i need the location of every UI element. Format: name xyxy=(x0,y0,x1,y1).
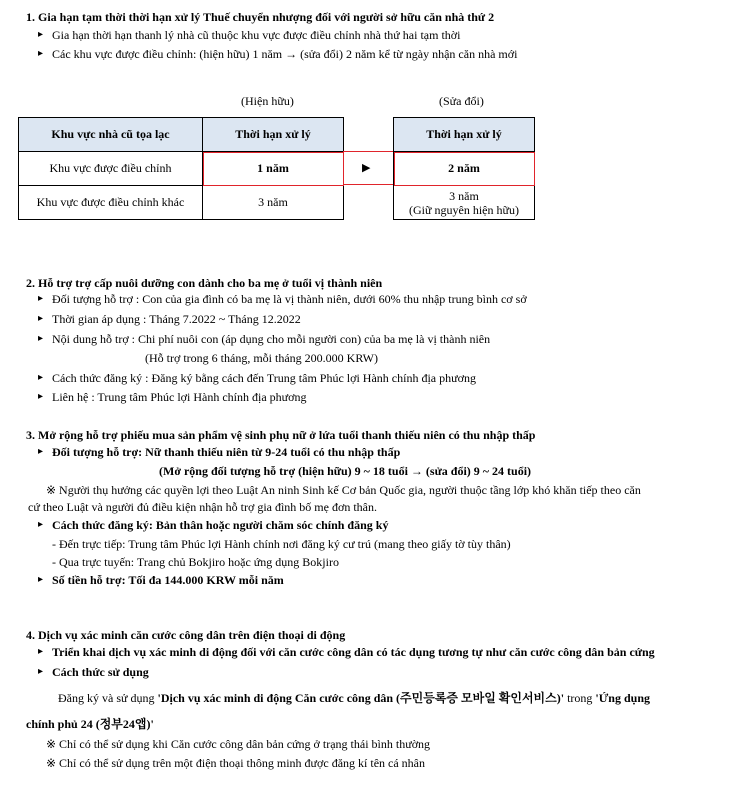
s4-note-2: ※ Chỉ có thể sử dụng trên một điện thoại thông minh được đăng kí tên cá nhân xyxy=(46,756,426,770)
s4-note-1: ※ Chỉ có thể sử dụng khi Căn cước công dân bản cứng ở trạng thái bình thường xyxy=(46,737,431,751)
s2-bullet-5: ▸ Liên hệ : Trung tâm Phúc lợi Hành chính địa phương xyxy=(52,390,307,405)
s3-note-line1: ※ Người thụ hưởng các quyền lợi theo Luật An ninh Sinh kế Cơ bản Quốc gia, người thuộc tầng lớp khó khăn tiếp theo căn xyxy=(46,483,641,497)
row1-current: 1 năm xyxy=(203,152,344,186)
section-3-title: 3. Mở rộng hỗ trợ phiếu mua sản phẩm vệ sinh phụ nữ ở lứa tuổi thanh thiếu niên có thu nhập thấp xyxy=(26,428,536,442)
row1-area: Khu vực được điều chỉnh xyxy=(19,152,203,186)
s3-note-line2: cứ theo Luật và người đủ điều kiện nhận hỗ trợ gia đình bố mẹ đơn thân. xyxy=(28,500,377,514)
usage-pre: Đăng ký và sử dụng xyxy=(58,691,158,705)
s3-bullet-3: ▸ Số tiền hỗ trợ: Tối đa 144.000 KRW mỗi năm xyxy=(52,573,284,588)
s2-bullet-3: ▸ Nội dung hỗ trợ : Chi phí nuôi con (áp dụng cho mỗi người con) của ba mẹ là vị thành niên xyxy=(52,332,490,347)
s4-bullet-1: ▸ Triển khai dịch vụ xác minh di động đối với căn cước công dân có tác dụng tương tự như căn cước công dân bản cứng xyxy=(52,645,655,660)
row2-revised xyxy=(394,186,535,220)
s2-bullet-3-note: (Hỗ trợ trong 6 tháng, mỗi tháng 200.000 KRW) xyxy=(145,351,378,365)
comparison-table-left xyxy=(18,117,344,220)
header-period-revised: Thời hạn xử lý xyxy=(394,118,535,152)
usage-mid: trong xyxy=(564,691,596,705)
header-area: Khu vực nhà cũ tọa lạc xyxy=(19,118,203,152)
s3-bullet-1: ▸ Đối tượng hỗ trợ: Nữ thanh thiếu niên từ 9-24 tuổi có thu nhập thấp xyxy=(52,445,400,460)
s3-bullet-2-option-b: - Qua trực tuyến: Trang chủ Bokjiro hoặc ứng dụng Bokjiro xyxy=(52,555,339,569)
row2-current: 3 năm xyxy=(203,186,344,220)
row2-area: Khu vực được điều chỉnh khác xyxy=(19,186,203,220)
comparison-table-right xyxy=(393,117,535,220)
label-revised: (Sửa đổi) xyxy=(439,94,484,108)
s4-usage-line1 xyxy=(58,689,650,706)
s2-bullet-4: ▸ Cách thức đăng ký : Đăng ký bằng cách đến Trung tâm Phúc lợi Hành chính địa phương xyxy=(52,371,476,386)
s3-bullet-2-option-a: - Đến trực tiếp: Trung tâm Phúc lợi Hành chính nơi đăng ký cư trú (mang theo giấy tờ tùy thân) xyxy=(52,537,511,551)
section-4-title: 4. Dịch vụ xác minh căn cước công dân trên điện thoại di động xyxy=(26,628,346,642)
s4-bullet-2: ▸ Cách thức sử dụng xyxy=(52,665,149,680)
row2-revised-line1: 3 năm xyxy=(449,188,479,203)
s3-bullet-2: ▸ Cách thức đăng ký: Bản thân hoặc người chăm sóc chính đăng ký xyxy=(52,518,388,533)
s1-bullet-1: ▸ Gia hạn thời hạn thanh lý nhà cũ thuộc khu vực được điều chỉnh nhà thứ hai tạm thời xyxy=(52,28,460,43)
section-1-title: 1. Gia hạn tạm thời thời hạn xử lý Thuế chuyển nhượng đối với người sở hữu căn nhà thứ 2 xyxy=(26,10,495,24)
row1-revised: 2 năm xyxy=(394,152,535,186)
s2-bullet-2: ▸ Thời gian áp dụng : Tháng 7.2022 ~ Tháng 12.2022 xyxy=(52,312,301,327)
s2-bullet-1: ▸ Đối tượng hỗ trợ : Con của gia đình có ba mẹ là vị thành niên, dưới 60% thu nhập trung bình cơ sở xyxy=(52,292,527,307)
header-period-current: Thời hạn xử lý xyxy=(203,118,344,152)
s4-usage-line2: chính phủ 24 (정부24앱)' xyxy=(26,717,154,731)
s1-bullet-2: ▸ Các khu vực được điều chỉnh: (hiện hữu) 1 năm → (sửa đổi) 2 năm kể từ ngày nhận căn nhà mới xyxy=(52,47,517,62)
arrow-right-icon: ▶ xyxy=(362,162,371,174)
label-current: (Hiện hữu) xyxy=(241,94,294,108)
s3-bullet-1-note: (Mở rộng đối tượng hỗ trợ (hiện hữu) 9 ~ 18 tuổi → (sửa đổi) 9 ~ 24 tuổi) xyxy=(159,464,532,478)
usage-app-name: 'Ứng dụng xyxy=(595,691,651,705)
row2-revised-line2: (Giữ nguyên hiện hữu) xyxy=(409,202,519,217)
section-2-title: 2. Hỗ trợ trợ cấp nuôi dưỡng con dành cho ba mẹ ở tuổi vị thành niên xyxy=(26,276,383,290)
usage-service-name: 'Dịch vụ xác minh di động Căn cước công dân (주민등록증 모바일 확인서비스)' xyxy=(157,691,565,705)
